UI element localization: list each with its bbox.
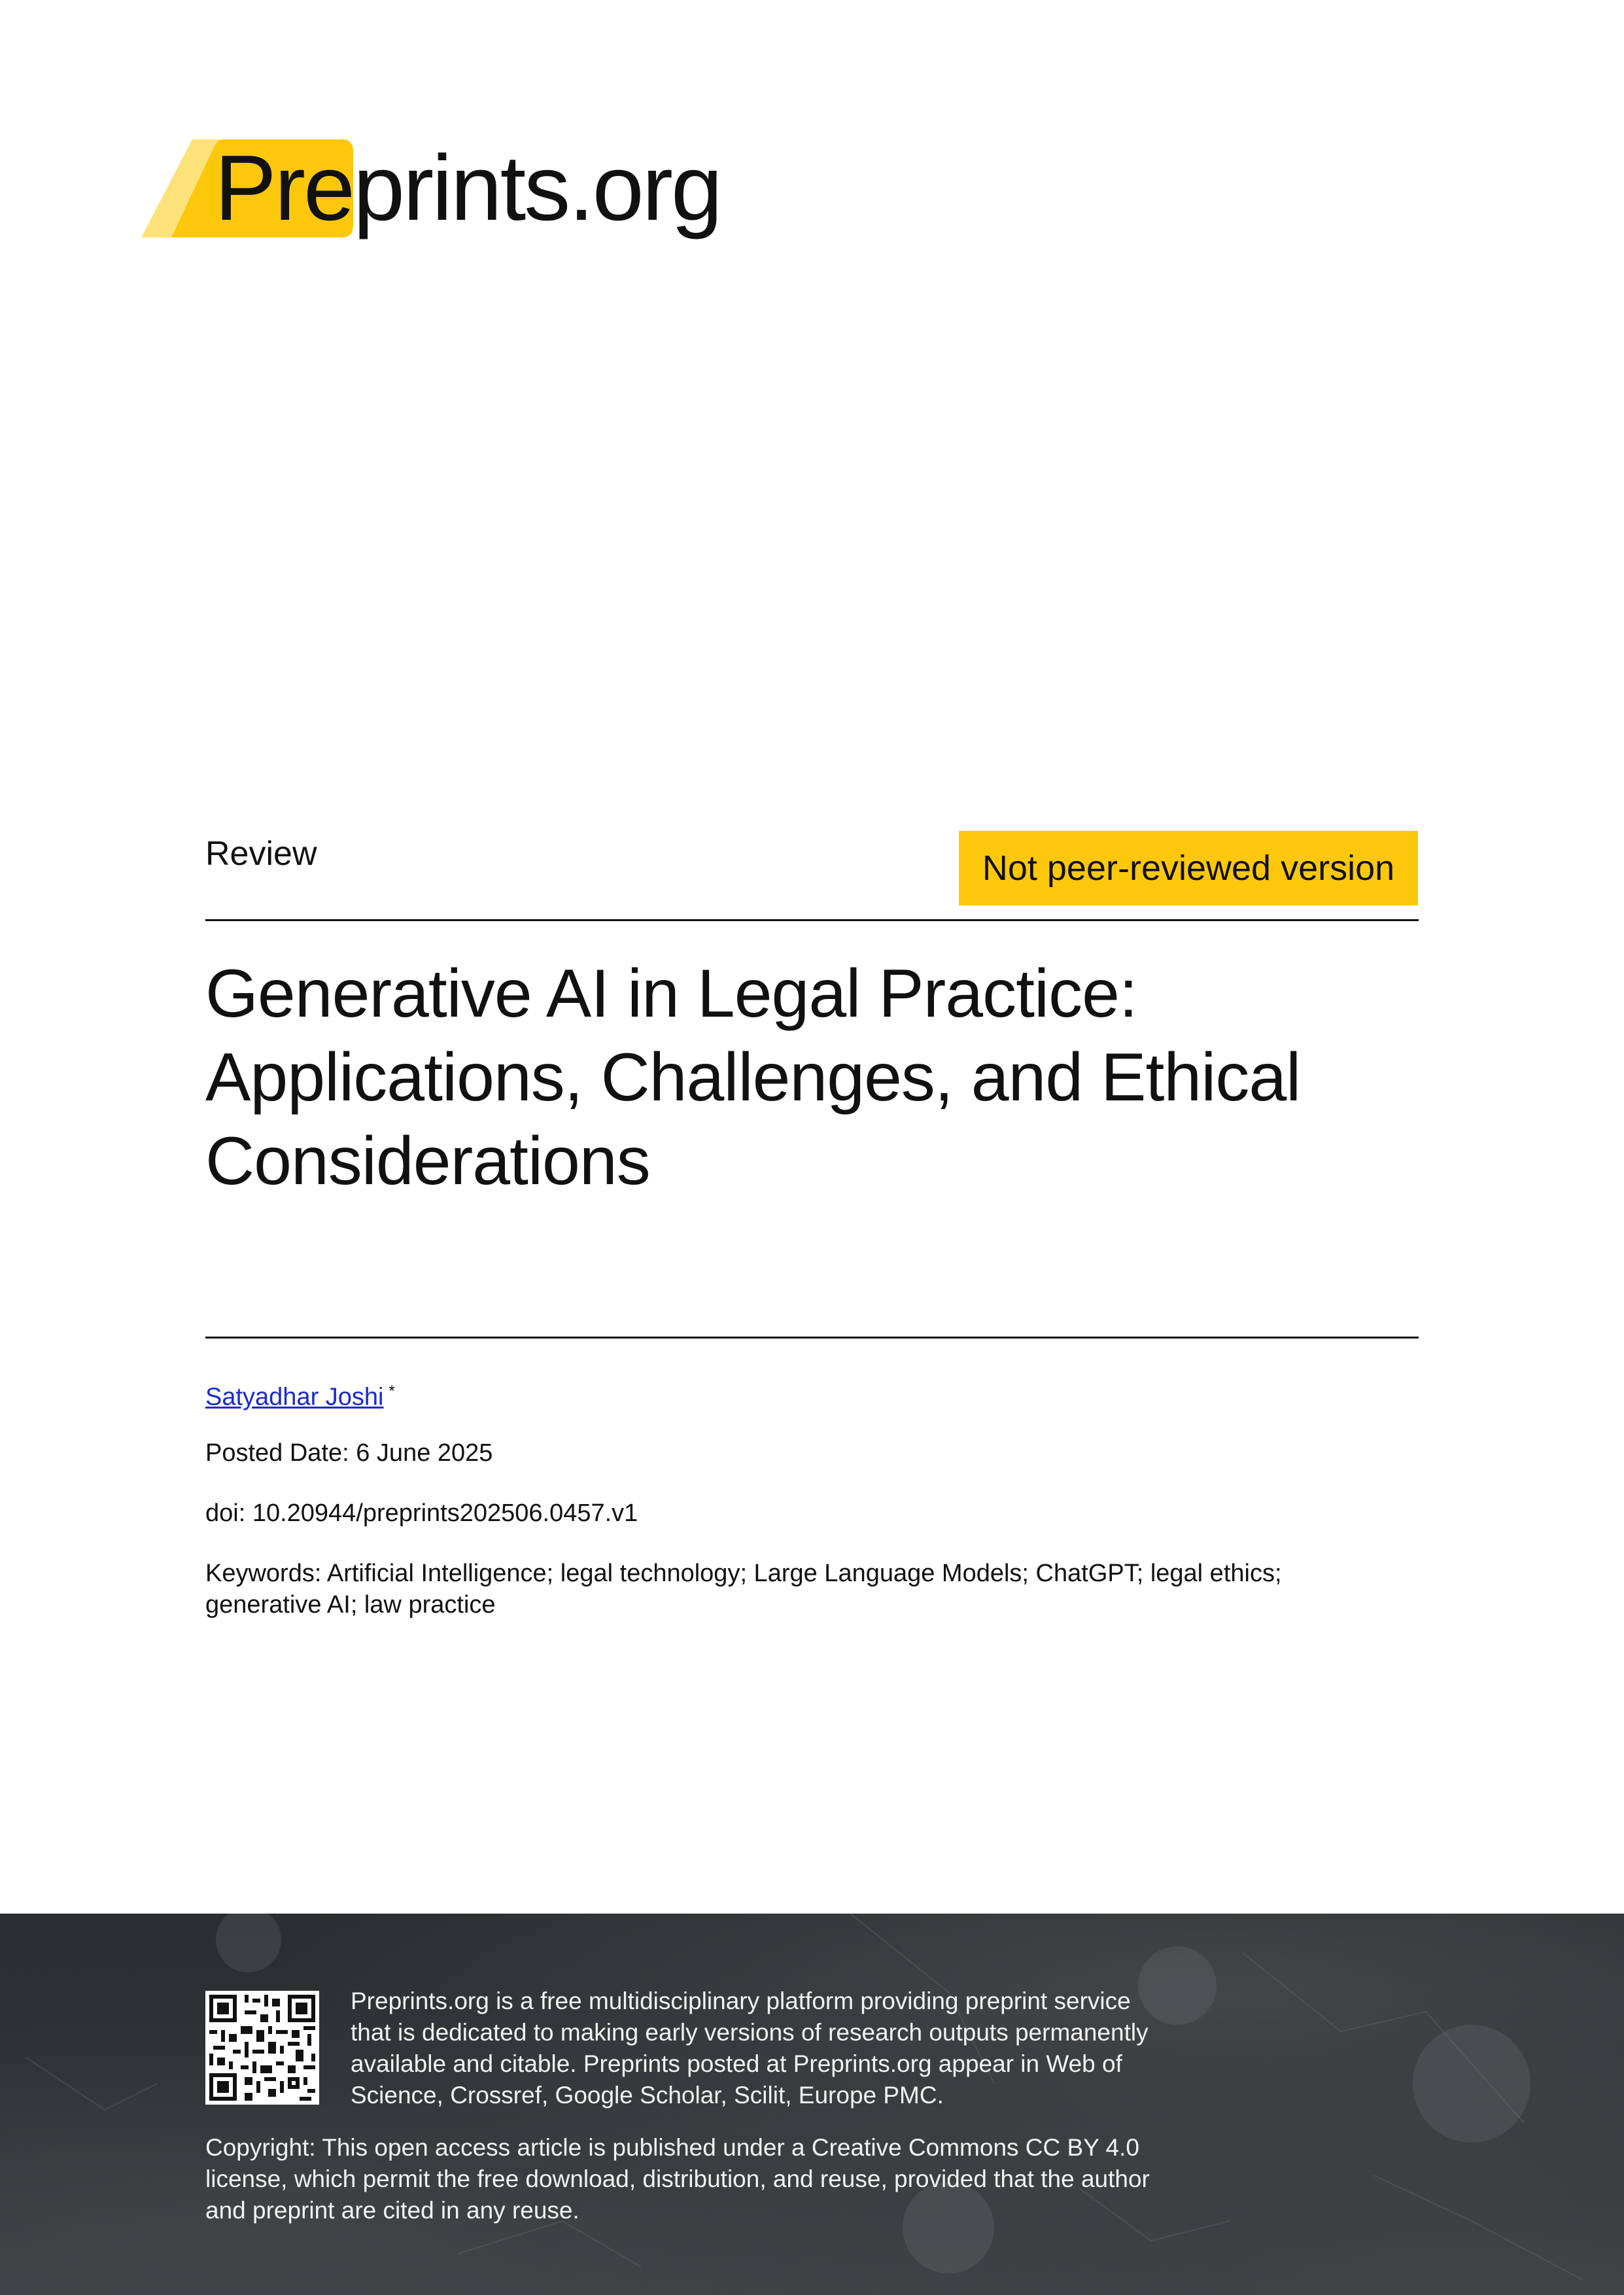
article-title	[205, 952, 1419, 1203]
corresponding-author-mark: *	[389, 1382, 395, 1400]
logo-text-pre: Pre	[215, 136, 353, 240]
copyright-line-3: and preprint are cited in any reuse.	[205, 2197, 579, 2224]
copyright-line-1: Copyright: This open access article is published under a Creative Commons CC BY 4.0	[205, 2134, 1139, 2161]
footer-banner	[0, 1914, 1624, 2295]
desc-line-3: available and citable. Preprints posted at Preprints.org appear in Web of	[351, 2050, 1122, 2077]
desc-line-2: that is dedicated to making early versions of research outputs permanently	[351, 2019, 1149, 2046]
keywords-line-1: Keywords: Artificial Intelligence; legal technology; Large Language Models; ChatGPT; legal ethics;	[205, 1560, 1282, 1587]
keywords	[205, 1558, 1419, 1621]
qr-code-icon[interactable]	[205, 1991, 319, 2105]
peer-review-status-badge: Not peer-reviewed version	[959, 831, 1418, 905]
title-line-1: Generative AI in Legal Practice:	[205, 956, 1137, 1032]
article-type-label: Review	[205, 835, 317, 873]
doi-line: doi: 10.20944/preprints202506.0457.v1	[205, 1499, 638, 1527]
title-line-3: Considerations	[205, 1123, 650, 1199]
copyright-line-2: license, which permit the free download, distribution, and reuse, provided that the author	[205, 2165, 1150, 2192]
desc-line-4: Science, Crossref, Google Scholar, Scilit, Europe PMC.	[351, 2082, 944, 2109]
title-line-2: Applications, Challenges, and Ethical	[205, 1040, 1301, 1115]
author-link[interactable]: Satyadhar Joshi	[205, 1383, 384, 1411]
posted-date: Posted Date: 6 June 2025	[205, 1439, 493, 1467]
logo-text-prints: prints.org	[353, 136, 721, 240]
author-line	[205, 1376, 395, 1413]
keywords-line-2: generative AI; law practice	[205, 1591, 496, 1619]
preprints-logo[interactable]	[141, 134, 769, 245]
platform-description	[351, 1986, 1266, 2111]
top-divider	[205, 919, 1419, 921]
copyright-notice	[205, 2132, 1252, 2226]
bottom-divider	[205, 1337, 1419, 1339]
desc-line-1: Preprints.org is a free multidisciplinary platform providing preprint service	[351, 1988, 1131, 2014]
